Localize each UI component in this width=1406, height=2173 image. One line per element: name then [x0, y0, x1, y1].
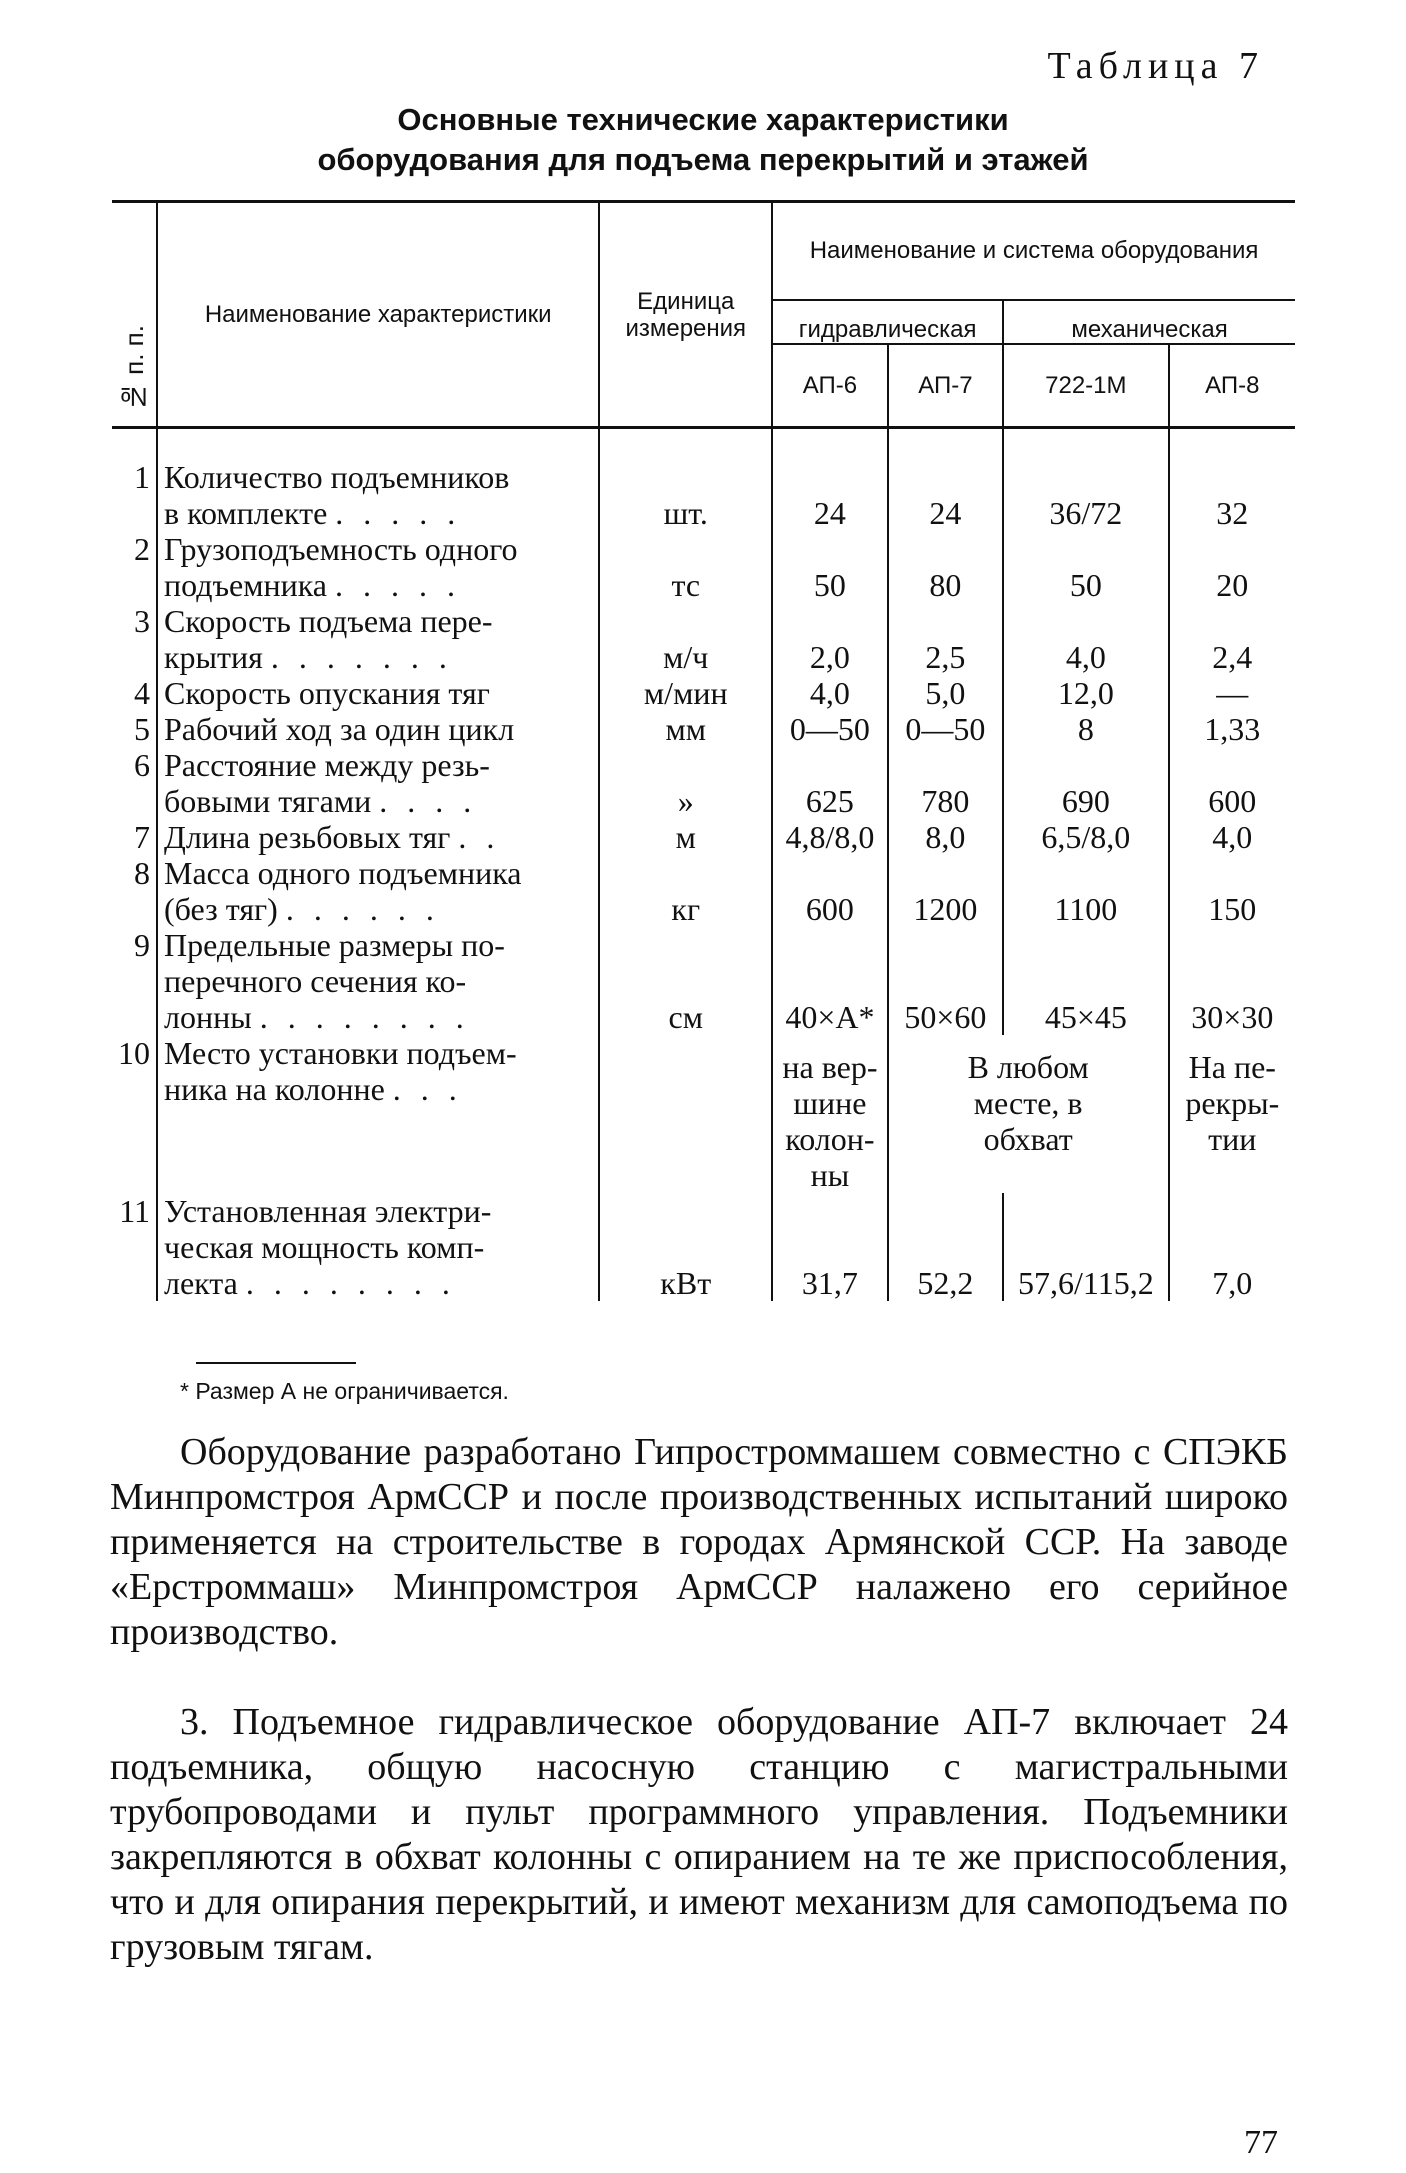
cell-value: —	[1216, 675, 1249, 711]
row-unit: тс	[599, 531, 772, 603]
cell-value: на вер-шине колон-ны	[772, 1035, 888, 1193]
cell-value: На пе-рекры-тии	[1185, 1049, 1280, 1157]
row-name: Скорость опускания тяг	[157, 675, 599, 711]
table-title	[0, 100, 1406, 180]
header-mechanical: механическая	[1003, 300, 1295, 344]
header-model: АП-8	[1205, 371, 1260, 399]
header-hydraulic: гидравлическая	[772, 300, 1003, 344]
row-name: Место установки подъем- ника на колонне . . .	[157, 1035, 599, 1193]
row-number: 10	[112, 1035, 157, 1193]
row-name: Предельные размеры по- перечного сечения ко- лонны . . . . . . . .	[157, 927, 599, 1035]
row-number: 6	[112, 747, 157, 819]
cell-value: 2,5	[888, 603, 1003, 675]
cell-value: 0—50	[772, 711, 888, 747]
cell-value: 1,33	[1204, 711, 1261, 747]
row-name: Скорость подъема пере- крытия . . . . . . .	[157, 603, 599, 675]
cell-value: 12,0	[1003, 675, 1168, 711]
footnote: * Размер А не ограничивается.	[180, 1378, 509, 1404]
row-name: Грузоподъемность одного подъемника . . . . .	[157, 531, 599, 603]
row-unit: мм	[599, 711, 772, 747]
row-number: 11	[112, 1193, 157, 1301]
row-number: 9	[112, 927, 157, 1035]
cell-value: 24	[888, 428, 1003, 532]
row-number: 5	[112, 711, 157, 747]
row-name: Установленная электри- ческая мощность комп- лекта . . . . . . . .	[157, 1193, 599, 1301]
row-number: 8	[112, 855, 157, 927]
row-unit: см	[599, 927, 772, 1035]
row-name: Расстояние между резь- бовыми тягами . . . .	[157, 747, 599, 819]
cell-value: 600	[772, 855, 888, 927]
row-unit: м/ч	[599, 603, 772, 675]
row-number: 4	[112, 675, 157, 711]
cell-value: 4,0	[1003, 603, 1168, 675]
cell-value: 7,0	[1212, 1265, 1253, 1301]
cell-value: В любом месте, в обхват	[888, 1035, 1169, 1193]
row-number: 2	[112, 531, 157, 603]
header-unit: Единица измерения	[599, 202, 772, 428]
row-name: Рабочий ход за один цикл	[157, 711, 599, 747]
row-unit: шт.	[599, 428, 772, 532]
header-system: Наименование и система оборудования	[772, 202, 1295, 300]
cell-value: 0—50	[888, 711, 1003, 747]
row-name: Количество подъемников в комплекте . . . . .	[157, 428, 599, 532]
row-name: Длина резьбовых тяг . .	[157, 819, 599, 855]
row-unit: кг	[599, 855, 772, 927]
cell-value: 4,0	[1212, 819, 1253, 855]
cell-value: 5,0	[888, 675, 1003, 711]
cell-value: 80	[888, 531, 1003, 603]
characteristics-table	[112, 200, 1295, 1301]
cell-value: 1100	[1003, 855, 1168, 927]
cell-value: 31,7	[772, 1193, 888, 1301]
cell-value: 2,0	[772, 603, 888, 675]
header-model: АП-7	[888, 344, 1003, 428]
header-name: Наименование характеристики	[157, 202, 599, 428]
cell-value: 6,5/8,0	[1003, 819, 1168, 855]
row-unit: кВт	[599, 1193, 772, 1301]
cell-value: 1200	[888, 855, 1003, 927]
cell-value: 57,6/115,2	[1003, 1193, 1168, 1301]
row-number: 1	[112, 428, 157, 532]
cell-value: 52,2	[888, 1193, 1003, 1301]
cell-value: 4,0	[772, 675, 888, 711]
cell-value: 32	[1216, 495, 1249, 531]
cell-value: 8	[1003, 711, 1168, 747]
cell-value: 625	[772, 747, 888, 819]
cell-value: 150	[1208, 891, 1257, 927]
title-line: оборудования для подъема перекрытий и этажей	[317, 142, 1089, 177]
cell-value: 45×45	[1003, 927, 1168, 1035]
row-name: Масса одного подъемника (без тяг) . . . . . .	[157, 855, 599, 927]
cell-value: 36/72	[1003, 428, 1168, 532]
row-unit	[599, 1035, 772, 1193]
cell-value: 50	[772, 531, 888, 603]
page-number: 77	[1244, 2124, 1278, 2161]
cell-value: 50	[1003, 531, 1168, 603]
cell-value: 30×30	[1191, 999, 1274, 1035]
cell-value: 690	[1003, 747, 1168, 819]
paragraph: Оборудование разработано Гипростроммашем совместно с СПЭКБ Минпромстроя АрмССР и после производственных испытаний широко применяется на строительстве в городах Армянской ССР. На заводе «Ерстроммаш» Минпромстроя АрмССР налажено его серийное производство.	[110, 1431, 1288, 1653]
row-unit: »	[599, 747, 772, 819]
row-unit: м/мин	[599, 675, 772, 711]
row-number: 3	[112, 603, 157, 675]
cell-value: 50×60	[888, 927, 1003, 1035]
footnote-divider	[196, 1362, 356, 1364]
cell-value: 24	[772, 428, 888, 532]
header-model: 722-1М	[1003, 344, 1168, 428]
row-unit: м	[599, 819, 772, 855]
cell-value: 4,8/8,0	[772, 819, 888, 855]
header-num: № п. п.	[112, 202, 157, 428]
cell-value: 2,4	[1212, 639, 1253, 675]
cell-value: 8,0	[888, 819, 1003, 855]
paragraph: 3. Подъемное гидравлическое оборудование АП-7 включает 24 подъемника, общую насосную станцию с магистральными трубопроводами и пульт программного управления. Подъемники закрепляются в обхват колонны с опиранием на те же приспособления, что и для опирания перекрытий, и имеют механизм для самоподъема по грузовым тягам.	[110, 1701, 1288, 1968]
row-number: 7	[112, 819, 157, 855]
cell-value: 20	[1216, 567, 1249, 603]
cell-value: 40×А*	[772, 927, 888, 1035]
title-line: Основные технические характеристики	[397, 102, 1009, 137]
header-model: АП-6	[772, 344, 888, 428]
cell-value: 600	[1208, 783, 1257, 819]
table-label: Таблица 7	[1047, 45, 1264, 87]
cell-value: 780	[888, 747, 1003, 819]
